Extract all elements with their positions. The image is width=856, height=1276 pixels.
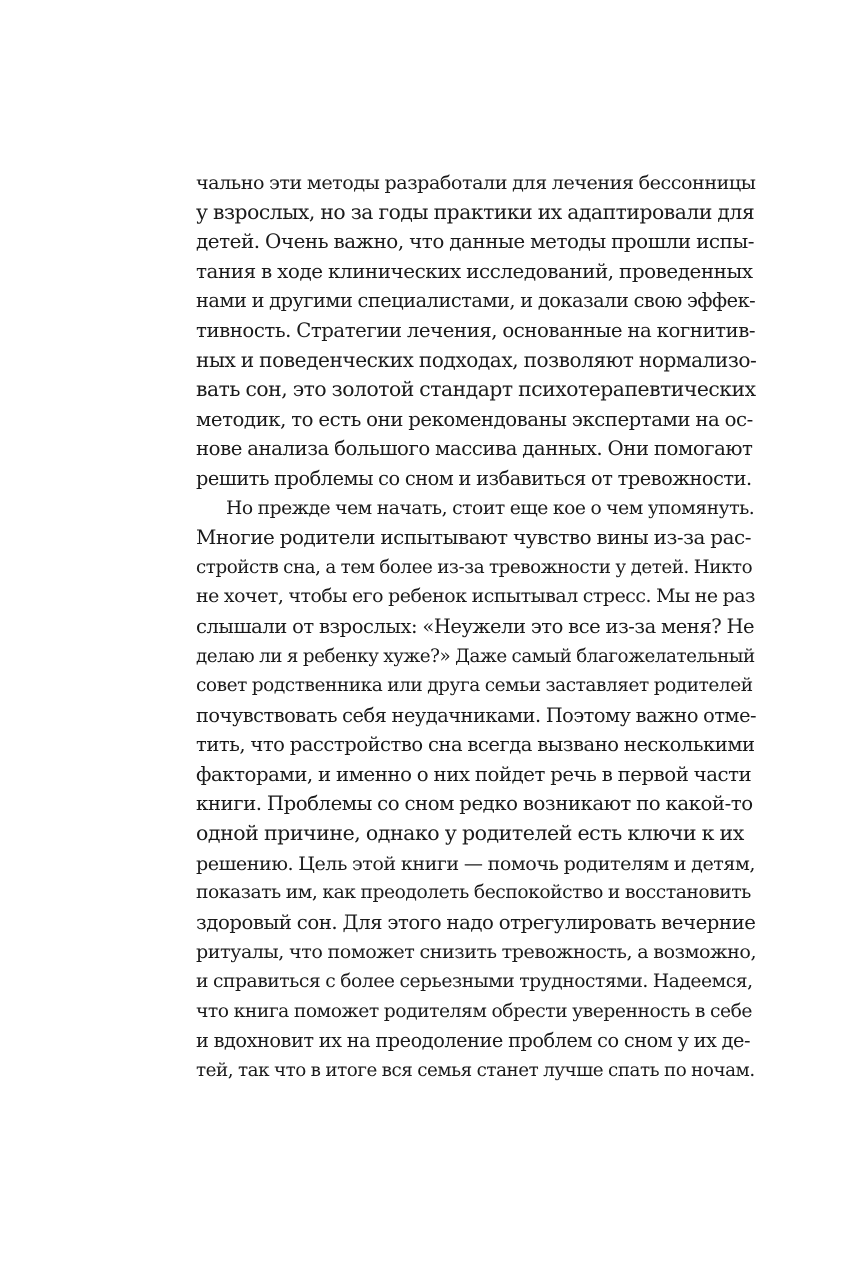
text-line: ритуалы, что поможет снизить тревожность, а возможно,: [196, 940, 757, 964]
body-text: [196, 168, 756, 1085]
text-line: тить, что расстройство сна всегда вызвано несколькими: [196, 733, 755, 757]
text-line: тей, так что в итоге вся семья станет лучше спать по ночам.: [196, 1059, 755, 1081]
text-line: тания в ходе клинических исследований, проведенных: [196, 259, 753, 283]
text-line: здоровый сон. Для этого надо отрегулировать вечерние: [196, 910, 756, 934]
text-line: детей. Очень важно, что данные методы прошли испы-: [196, 230, 755, 254]
text-line: не хочет, чтобы его ребенок испытывал стресс. Мы не раз: [196, 585, 755, 608]
text-line: и справиться с более серьезными трудностями. Надеемся,: [196, 971, 753, 993]
text-line: и вдохновит их на преодоление проблем со сном у их де-: [196, 1029, 751, 1053]
text-line: Многие родители испытывают чувство вины из-за рас-: [196, 526, 751, 550]
text-line: почувствовать себя неудачниками. Поэтому важно отме-: [196, 703, 757, 727]
text-line: факторами, и именно о них пойдет речь в первой части: [196, 762, 752, 786]
text-line: методик, то есть они рекомендованы экспертами на ос-: [196, 407, 753, 431]
text-line: одной причине, однако у родителей есть ключи к их: [196, 821, 744, 846]
text-line: у взрослых, но за годы практики их адаптировали для: [196, 199, 755, 224]
text-line: вать сон, это золотой стандарт психотерапевтических: [196, 377, 756, 402]
text-line: что книга поможет родителям обрести уверенность в себе: [196, 1000, 752, 1022]
paragraph-2: [196, 494, 756, 1086]
text-line: слышали от взрослых: «Неужели это все из-за меня? Не: [196, 614, 755, 638]
paragraph-1: [196, 168, 756, 494]
text-line: показать им, как преодолеть беспокойство и восстановить: [196, 882, 751, 904]
text-line: стройств сна, а тем более из-за тревожности у детей. Никто: [196, 556, 753, 578]
text-line: нове анализа большого массива данных. Они помогают: [196, 437, 753, 461]
text-line: чально эти методы разработали для лечения бессонницы: [196, 171, 756, 194]
text-line: книги. Проблемы со сном редко возникают по какой-то: [196, 792, 753, 816]
text-line: нами и другими специалистами, и доказали свою эффек-: [196, 289, 756, 313]
text-line: решению. Цель этой книги — помочь родителям и детям,: [196, 851, 756, 875]
text-line: делаю ли я ребенку хуже?» Даже самый благожелательный: [196, 645, 755, 667]
text-line: ных и поведенческих подходах, позволяют нормализо-: [196, 347, 757, 372]
text-line: тивность. Стратегии лечения, основанные на когнитив-: [196, 318, 756, 342]
text-line-indented: Но прежде чем начать, стоит еще кое о чем упомянуть.: [226, 497, 755, 519]
text-line: совет родственника или друга семьи заставляет родителей: [196, 675, 753, 697]
text-line: решить проблемы со сном и избавиться от тревожности.: [196, 466, 752, 490]
